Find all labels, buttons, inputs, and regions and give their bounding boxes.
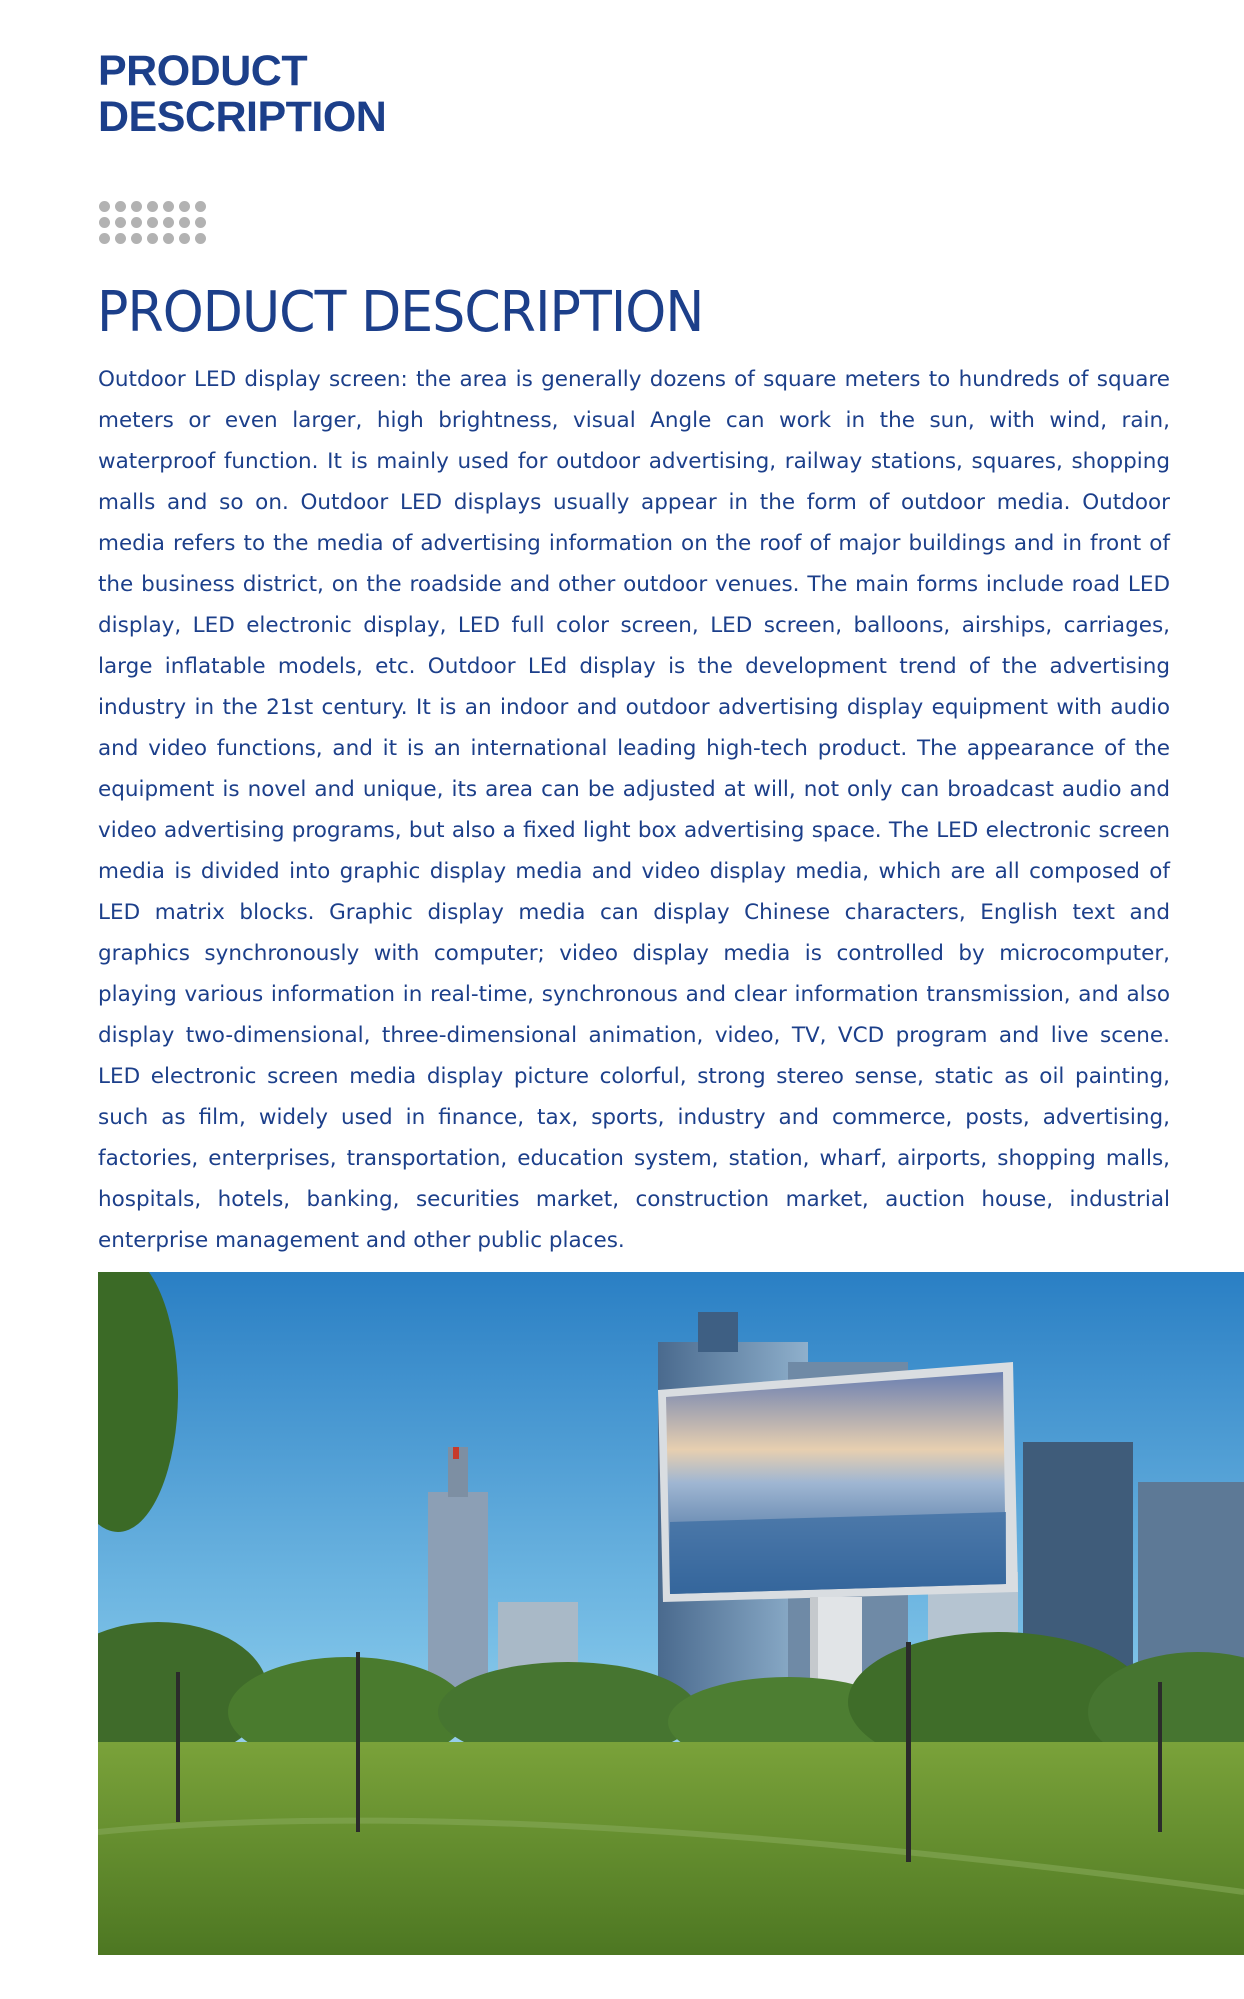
- outdoor-led-billboard-photo: [98, 1272, 1244, 1955]
- description-paragraph: Outdoor LED display screen: the area is generally dozens of square meters to hundreds of square meters or even larger, high brightness, visual Angle can work in the sun, with wind, rain, waterproof function. It is mainly used for outdoor advertising, railway stations, squares, shopping malls and so on. Outdoor LED displays usually appear in the form of outdoor media. Outdoor media refers to the media of advertising information on the roof of major buildings and in front of the business district, on the roadside and other outdoor venues. The main forms include road LED display, LED electronic display, LED full color screen, LED screen, balloons, airships, carriages, large inflatable models, etc. Outdoor LEd display is the development trend of the advertising industry in the 21st century. It is an indoor and outdoor advertising display equipment with audio and video functions, and it is an international leading high-tech product. The appearance of the equipment is novel and unique, its area can be adjusted at will, not only can broadcast audio and video advertising programs, but also a fixed light box advertising space. The LED electronic screen media is divided into graphic display media and video display media, which are all composed of LED matrix blocks. Graphic display media can display Chinese characters, English text and graphics synchronously with computer; video display media is controlled by microcomputer, playing various information in real-time, synchronous and clear information transmission, and also display two-dimensional, three-dimensional animation, video, TV, VCD program and live scene. LED electronic screen media display picture colorful, strong stereo sense, static as oil painting, such as film, widely used in finance, tax, sports, industry and commerce, posts, advertising, factories, enterprises, transportation, education system, station, wharf, airports, shopping malls, hospitals, hotels, banking, securities market, construction market, auction house, industrial enterprise management and other public places.: [98, 367, 1170, 1253]
- section-title: PRODUCT DESCRIPTION: [97, 280, 704, 345]
- page-title: PRODUCT DESCRIPTION: [98, 47, 387, 141]
- dot-grid-icon: [99, 201, 206, 244]
